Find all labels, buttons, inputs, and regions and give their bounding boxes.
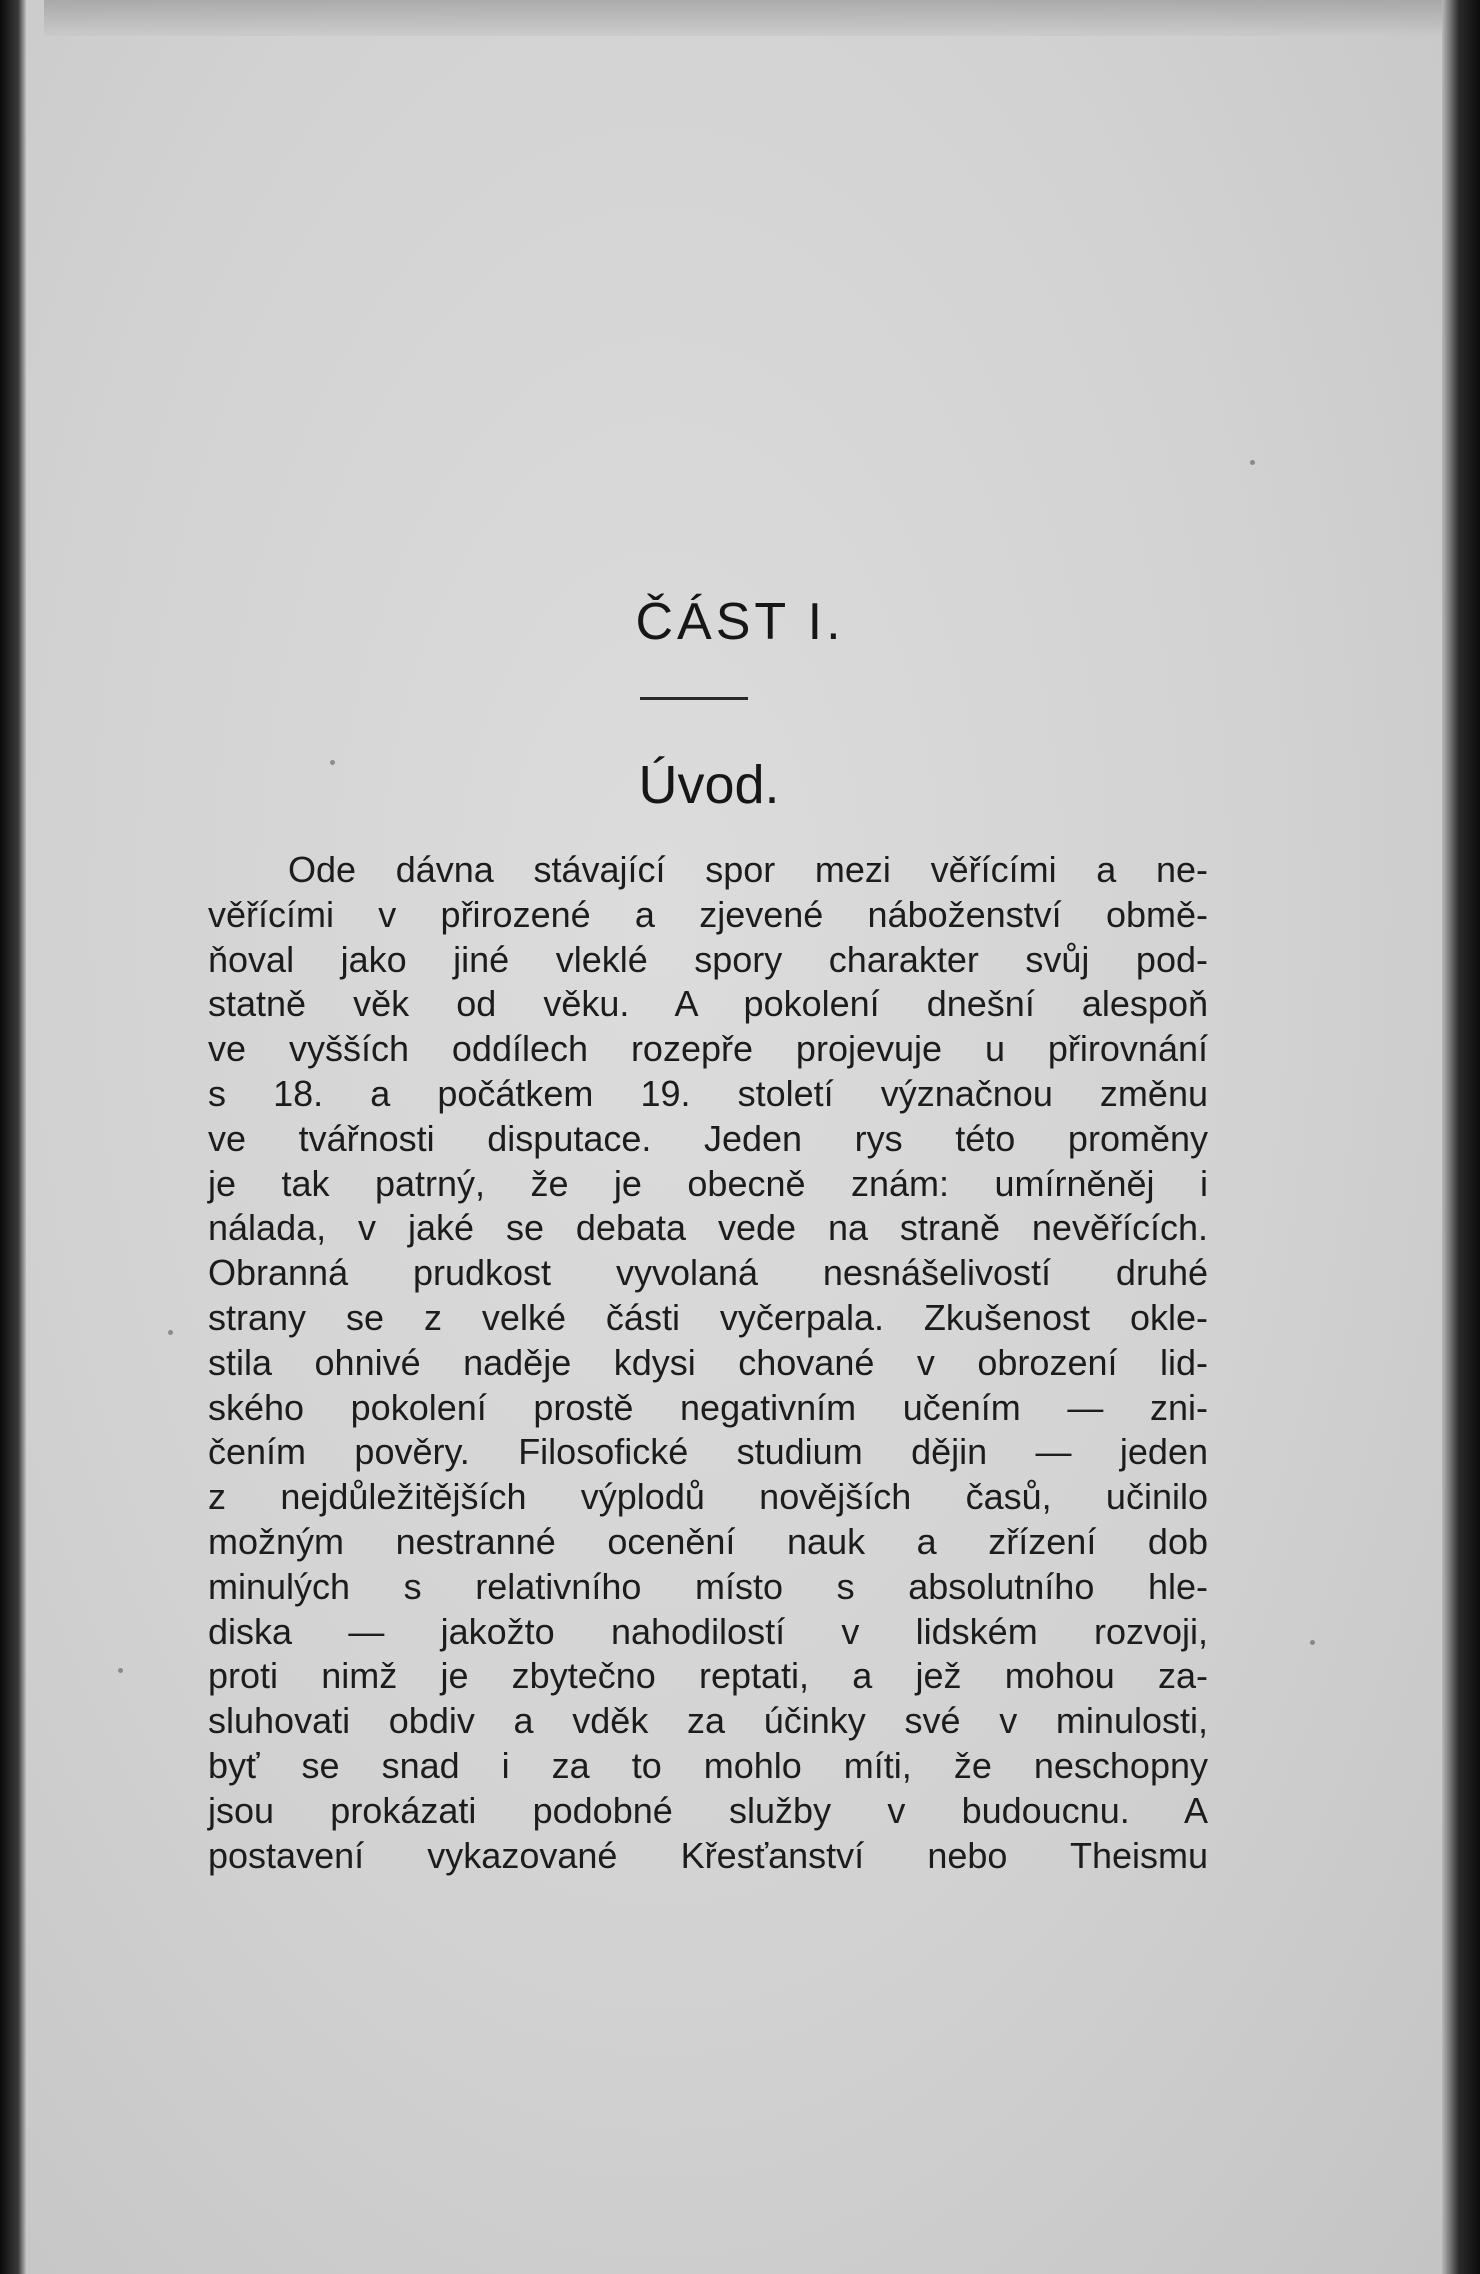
text-line: věřícími v přirozené a zjevené náboženství obmě- <box>208 893 1208 935</box>
text-line: možným nestranné ocenění nauk a zřízení dob <box>208 1520 1208 1562</box>
text-line: ňoval jako jiné vleklé spory charakter svůj pod- <box>208 938 1208 980</box>
page-right-edge <box>1442 0 1480 2274</box>
paper-speck <box>118 1668 123 1673</box>
text-line: strany se z velké části vyčerpala. Zkušenost okle- <box>208 1296 1208 1338</box>
text-line: postavení vykazované Křesťanství nebo Theismu <box>208 1834 1208 1876</box>
page-left-edge <box>0 0 26 2274</box>
text-line: z nejdůležitějších výplodů novějších časů, učinilo <box>208 1476 1208 1518</box>
text-line: ve vyšších oddílech rozepře projevuje u přirovnání <box>208 1028 1208 1070</box>
page-top-edge <box>44 0 1464 36</box>
text-line: Obranná prudkost vyvolaná nesnášelivostí druhé <box>208 1252 1208 1294</box>
text-line: stila ohnivé naděje kdysi chované v obrození lid- <box>208 1341 1208 1383</box>
paper-speck <box>168 1330 173 1335</box>
text-line: ve tvářnosti disputace. Jeden rys této proměny <box>208 1117 1208 1159</box>
text-line: jsou prokázati podobné služby v budoucnu. A <box>208 1789 1208 1831</box>
text-line: Ode dávna stávající spor mezi věřícími a ne- <box>288 849 1208 890</box>
body-paragraph <box>208 848 1208 1878</box>
text-line: sluhovati obdiv a vděk za účinky své v minulosti, <box>208 1700 1208 1742</box>
text-line: je tak patrný, že je obecně znám: umírněněj i <box>208 1162 1208 1204</box>
text-line: čením pověry. Filosofické studium dějin — jeden <box>208 1431 1208 1473</box>
text-line: ského pokolení prostě negativním učením — zni- <box>208 1386 1208 1428</box>
text-line: statně věk od věku. A pokolení dnešní alespoň <box>208 983 1208 1025</box>
paper-speck <box>1250 460 1255 465</box>
text-line: proti nimž je zbytečno reptati, a jež mohou za- <box>208 1655 1208 1697</box>
title-divider <box>640 697 748 700</box>
text-line: diska — jakožto nahodilostí v lidském rozvoji, <box>208 1610 1208 1652</box>
text-line: minulých s relativního místo s absolutního hle- <box>208 1565 1208 1607</box>
paper-speck <box>1310 1640 1315 1645</box>
text-line: nálada, v jaké se debata vede na straně nevěřících. <box>208 1207 1208 1249</box>
part-title: ČÁST I. <box>635 593 845 651</box>
text-line: byť se snad i za to mohlo míti, že neschopny <box>208 1744 1208 1786</box>
section-heading: Úvod. <box>638 755 780 815</box>
text-line: s 18. a počátkem 19. století význačnou změnu <box>208 1072 1208 1114</box>
